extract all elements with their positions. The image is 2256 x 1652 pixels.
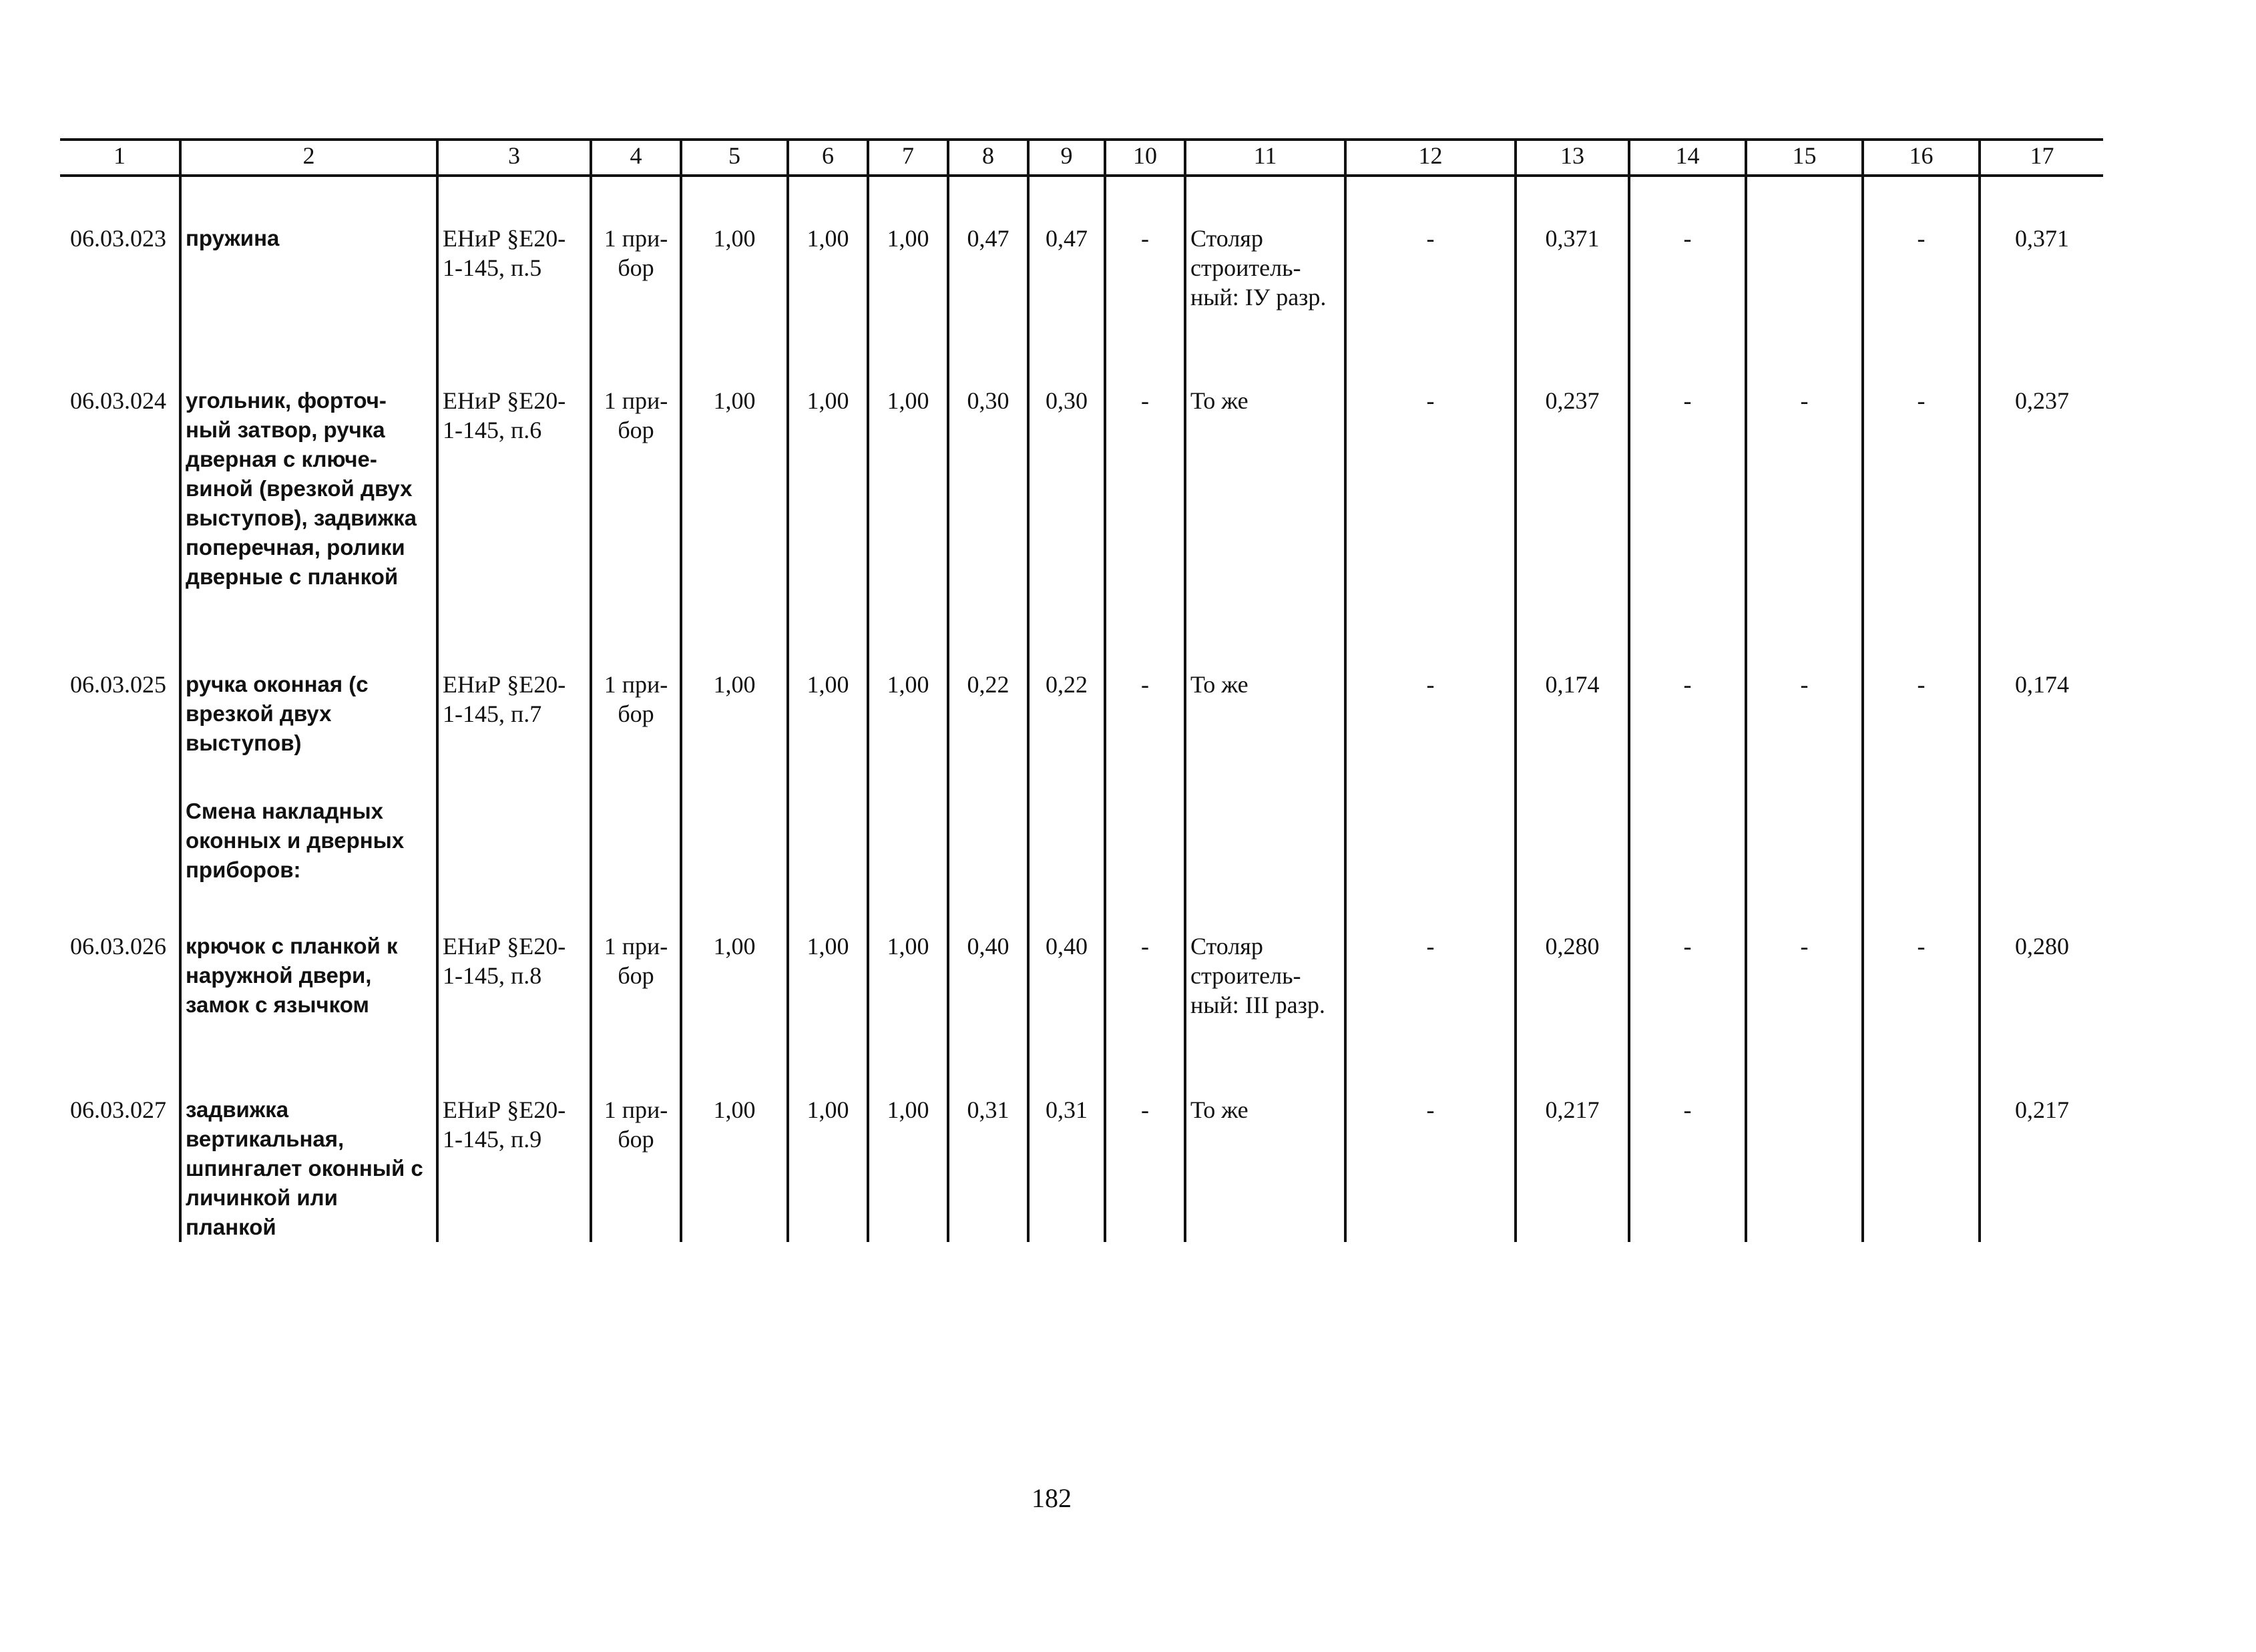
cell-17: 0,237 [1980, 339, 2103, 623]
column-header: 9 [1028, 140, 1105, 176]
empty-cell [1516, 777, 1629, 885]
unit: 1 при-бор [591, 339, 681, 623]
column-header: 5 [681, 140, 788, 176]
empty-cell [788, 777, 868, 885]
work-name: крючок с планкой к наружной двери, замок с язычком [180, 885, 437, 1048]
norm-reference: ЕНиР §Е20-1-145, п.9 [437, 1048, 591, 1242]
cell-5: 1,00 [681, 176, 788, 339]
cell-17: 0,217 [1980, 1048, 2103, 1242]
column-header: 16 [1863, 140, 1980, 176]
empty-cell [1185, 777, 1345, 885]
cell-13: 0,217 [1516, 1048, 1629, 1242]
cell-6: 1,00 [788, 1048, 868, 1242]
cell-8: 0,30 [948, 339, 1028, 623]
cell-14: - [1629, 885, 1746, 1048]
empty-cell [1629, 777, 1746, 885]
cell-15 [1746, 176, 1863, 339]
cell-9: 0,31 [1028, 1048, 1105, 1242]
section-heading: Смена накладных оконных и дверных приборов: [180, 777, 437, 885]
table-row [60, 623, 2103, 777]
cell-12: - [1345, 339, 1516, 623]
empty-cell [1105, 777, 1185, 885]
cell-14: - [1629, 176, 1746, 339]
table-row [60, 885, 2103, 1048]
cell-16: - [1863, 339, 1980, 623]
cell-10: - [1105, 623, 1185, 777]
row-code: 06.03.027 [60, 1048, 180, 1242]
empty-cell [1863, 777, 1980, 885]
column-header: 8 [948, 140, 1028, 176]
cell-8: 0,40 [948, 885, 1028, 1048]
cell-12: - [1345, 1048, 1516, 1242]
unit: 1 при-бор [591, 623, 681, 777]
page-number: 182 [1032, 1483, 1072, 1513]
cell-7: 1,00 [868, 339, 948, 623]
worker-trade: То же [1185, 1048, 1345, 1242]
cell-15: - [1746, 885, 1863, 1048]
cell-16 [1863, 1048, 1980, 1242]
cell-15: - [1746, 623, 1863, 777]
cell-13: 0,174 [1516, 623, 1629, 777]
section-heading-row [60, 777, 2103, 885]
norm-reference: ЕНиР §Е20-1-145, п.8 [437, 885, 591, 1048]
cell-10: - [1105, 339, 1185, 623]
unit: 1 при-бор [591, 176, 681, 339]
unit: 1 при-бор [591, 1048, 681, 1242]
table-row [60, 1048, 2103, 1242]
cell-6: 1,00 [788, 885, 868, 1048]
cell-5: 1,00 [681, 1048, 788, 1242]
cell-16: - [1863, 623, 1980, 777]
column-header: 17 [1980, 140, 2103, 176]
worker-trade: То же [1185, 623, 1345, 777]
cell-17: 0,174 [1980, 623, 2103, 777]
unit: 1 при-бор [591, 885, 681, 1048]
column-header: 13 [1516, 140, 1629, 176]
column-header: 12 [1345, 140, 1516, 176]
cell-5: 1,00 [681, 885, 788, 1048]
work-name: ручка оконная (с врезкой двух выступов) [180, 623, 437, 777]
column-header: 7 [868, 140, 948, 176]
cell-7: 1,00 [868, 176, 948, 339]
cell-14: - [1629, 1048, 1746, 1242]
cell-7: 1,00 [868, 623, 948, 777]
cell-8: 0,47 [948, 176, 1028, 339]
row-code: 06.03.024 [60, 339, 180, 623]
cell-14: - [1629, 339, 1746, 623]
column-header: 4 [591, 140, 681, 176]
row-code: 06.03.025 [60, 623, 180, 777]
column-header: 3 [437, 140, 591, 176]
worker-trade: То же [1185, 339, 1345, 623]
cell-12: - [1345, 885, 1516, 1048]
norm-reference: ЕНиР §Е20-1-145, п.6 [437, 339, 591, 623]
norm-reference: ЕНиР §Е20-1-145, п.7 [437, 623, 591, 777]
empty-cell [1345, 777, 1516, 885]
cell-13: 0,371 [1516, 176, 1629, 339]
cell-5: 1,00 [681, 339, 788, 623]
row-code: 06.03.023 [60, 176, 180, 339]
column-header: 1 [60, 140, 180, 176]
column-header: 15 [1746, 140, 1863, 176]
cell-10: - [1105, 885, 1185, 1048]
cell-9: 0,30 [1028, 339, 1105, 623]
norm-reference: ЕНиР §Е20-1-145, п.5 [437, 176, 591, 339]
column-header: 14 [1629, 140, 1746, 176]
empty-cell [60, 777, 180, 885]
empty-cell [1746, 777, 1863, 885]
cell-12: - [1345, 623, 1516, 777]
column-header: 10 [1105, 140, 1185, 176]
empty-cell [437, 777, 591, 885]
column-header: 2 [180, 140, 437, 176]
column-header: 11 [1185, 140, 1345, 176]
cell-9: 0,22 [1028, 623, 1105, 777]
norms-table [60, 138, 2103, 1242]
cell-13: 0,237 [1516, 339, 1629, 623]
column-number-row [60, 140, 2103, 176]
empty-cell [868, 777, 948, 885]
worker-trade: Столяр строитель-ный: III разр. [1185, 885, 1345, 1048]
table-row [60, 339, 2103, 623]
empty-cell [1980, 777, 2103, 885]
cell-8: 0,31 [948, 1048, 1028, 1242]
cell-7: 1,00 [868, 885, 948, 1048]
cell-10: - [1105, 1048, 1185, 1242]
column-header: 6 [788, 140, 868, 176]
cell-15 [1746, 1048, 1863, 1242]
worker-trade: Столяр строитель-ный: IУ разр. [1185, 176, 1345, 339]
cell-7: 1,00 [868, 1048, 948, 1242]
cell-16: - [1863, 885, 1980, 1048]
cell-14: - [1629, 623, 1746, 777]
work-name: пружина [180, 176, 437, 339]
row-code: 06.03.026 [60, 885, 180, 1048]
cell-15: - [1746, 339, 1863, 623]
empty-cell [1028, 777, 1105, 885]
empty-cell [591, 777, 681, 885]
empty-cell [948, 777, 1028, 885]
cell-6: 1,00 [788, 623, 868, 777]
table-row [60, 176, 2103, 339]
cell-8: 0,22 [948, 623, 1028, 777]
cell-13: 0,280 [1516, 885, 1629, 1048]
work-name: угольник, форточ-ный затвор, ручка дверная с ключе-виной (врезкой двух выступов), задвижка поперечная, ролики дверные с планкой [180, 339, 437, 623]
cell-17: 0,280 [1980, 885, 2103, 1048]
cell-10: - [1105, 176, 1185, 339]
cell-9: 0,40 [1028, 885, 1105, 1048]
cell-5: 1,00 [681, 623, 788, 777]
cell-6: 1,00 [788, 176, 868, 339]
cell-6: 1,00 [788, 339, 868, 623]
cell-17: 0,371 [1980, 176, 2103, 339]
cell-12: - [1345, 176, 1516, 339]
work-name: задвижка вертикальная, шпингалет оконный с личинкой или планкой [180, 1048, 437, 1242]
empty-cell [681, 777, 788, 885]
cell-16: - [1863, 176, 1980, 339]
cell-9: 0,47 [1028, 176, 1105, 339]
